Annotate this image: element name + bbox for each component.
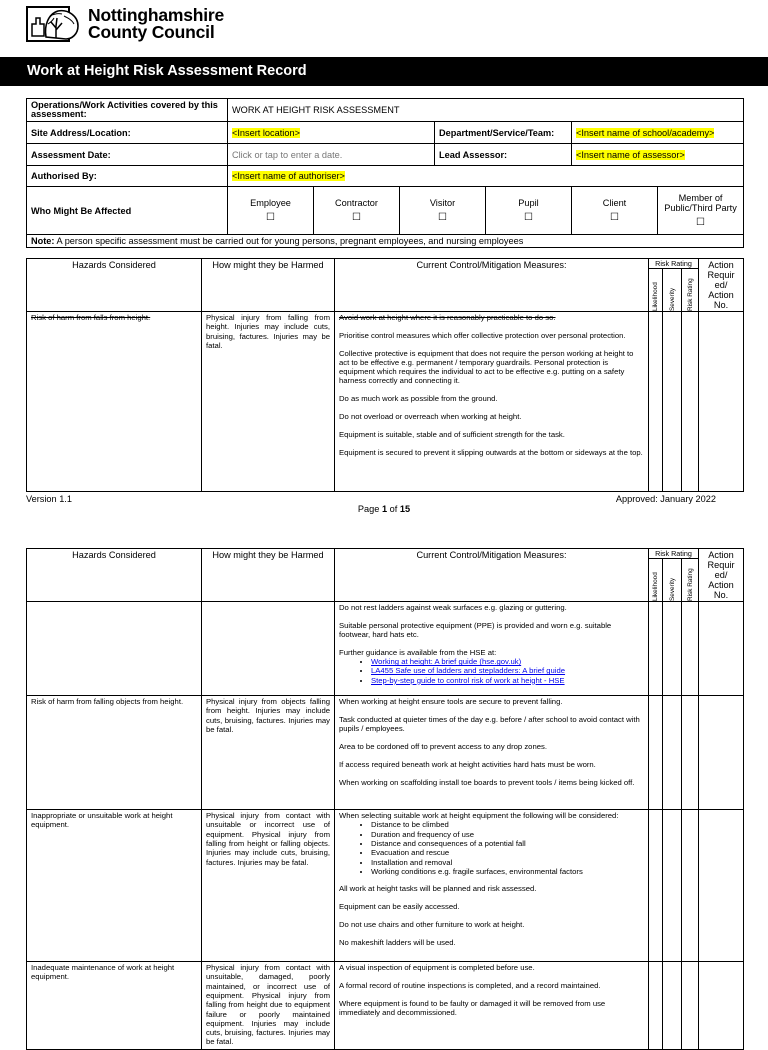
risk-table-page1 <box>26 258 744 492</box>
department-label: Department/Service/Team: <box>435 122 572 144</box>
table-row <box>27 810 744 962</box>
affected-visitor: Visitor ☐ <box>400 187 486 235</box>
page-separator <box>0 524 768 548</box>
controls-cell: Do not rest ladders against weak surfaces e.g. glazing or guttering. Suitable personal protective equipment (PPE) is provided and worn e.g. suitable footwear, hard hats etc. Further guidance is available from the HSE at: • Working at height: A brief guide (hse.gov.uk) • LA455 Safe use of ladders and stepladders: A brief guide • Step-by-step guide to control risk of work at height - HSE <box>335 602 649 696</box>
harmed-header: How might they be Harmed <box>202 259 335 312</box>
hse-link-step-by-step[interactable]: Step-by-step guide to control risk of work at height - HSE <box>371 675 565 685</box>
department-field[interactable]: <Insert name of school/academy> <box>576 127 715 138</box>
checkbox-public[interactable]: ☐ <box>696 217 706 228</box>
activities-value[interactable]: WORK AT HEIGHT RISK ASSESSMENT <box>228 99 744 122</box>
harm-cell <box>202 602 335 696</box>
controls-cell: Avoid work at height where it is reasonably practicable to do so. Prioritise control measures which offer collective protection over personal protection. Collective protective is equipment that does not require the person working at height to act to be effective e.g. permanent / temporary guardrails. Personal protection is equipment which requires the individual to act to be effective e.g. putting on a safety harness correctly and connecting it. Do as much work as possible from the ground. Do not overload or overreach when working at height. Equipment is suitable, stable and of sufficient strength for the task. Equipment is secured to prevent it slipping outwards at the bottom or sideways at the top. <box>335 312 649 492</box>
table-row <box>27 696 744 810</box>
hazard-cell: Risk of harm from falls from height. <box>27 312 202 492</box>
hazard-cell: Inadequate maintenance of work at height equipment. <box>27 962 202 1050</box>
risk-rating-col-header: Risk Rating <box>686 278 694 311</box>
checkbox-visitor[interactable]: ☐ <box>438 212 447 223</box>
activities-label: Operations/Work Activities covered by this assessment: <box>27 99 228 122</box>
org-name-line1: Nottinghamshire <box>88 5 225 25</box>
affected-employee: Employee ☐ <box>228 187 314 235</box>
harm-cell: Physical injury from objects falling from height. Injuries may include cuts, bruising, factures. Injuries may be fatal. <box>202 696 335 810</box>
affected-label: Who Might Be Affected <box>27 187 228 235</box>
hazard-cell: Inappropriate or unsuitable work at height equipment. <box>27 810 202 962</box>
document-title: Work at Height Risk Assessment Record <box>0 57 768 86</box>
controls-header: Current Control/Mitigation Measures: <box>335 549 649 602</box>
version-label: Version 1.1 <box>26 494 72 504</box>
date-label: Assessment Date: <box>27 144 228 166</box>
risk-rating-header: Risk Rating <box>649 259 699 269</box>
site-field[interactable]: <Insert location> <box>232 127 300 138</box>
org-name-line2: County Council <box>88 22 215 42</box>
likelihood-header: Likelihood <box>652 572 659 601</box>
harm-cell: Physical injury from contact with unsuitable, damaged, poorly maintained, or incorrect use of equipment. Physical injury from falling from height due to equipment failure or poorly maintained equipment. Injuries may include cuts, bruising, factures. Injuries may be fatal. <box>202 962 335 1050</box>
affected-contractor: Contractor ☐ <box>314 187 400 235</box>
action-header: Action Requir ed/ Action No. <box>699 549 744 602</box>
severity-cell[interactable] <box>663 312 682 492</box>
controls-cell: When selecting suitable work at height equipment the following will be considered: • Distance to be climbed • Duration and frequency of use • Distance and consequences of a potential fall • Evacuation and rescue • Installation and removal • Working conditions e.g. fragile surfaces, environmental factors All work at height tasks will be planned and risk assessed. Equipment can be easily accessed. Do not use chairs and other furniture to work at height. No makeshift ladders will be used. <box>335 810 649 962</box>
assessor-label: Lead Assessor: <box>435 144 572 166</box>
checkbox-contractor[interactable]: ☐ <box>352 212 361 223</box>
affected-public: Member of Public/Third Party ☐ <box>658 187 744 235</box>
council-crest-icon <box>26 4 82 44</box>
hazard-cell <box>27 602 202 696</box>
table-row <box>27 602 744 696</box>
assessment-info-table <box>26 98 744 248</box>
hazards-header: Hazards Considered <box>27 259 202 312</box>
harmed-header: How might they be Harmed <box>202 549 335 602</box>
controls-cell: A visual inspection of equipment is completed before use. A formal record of routine inspections is completed, and a record maintained. Where equipment is found to be faulty or damaged it will be removed from use immediately and decommissioned. <box>335 962 649 1050</box>
note-text: A person specific assessment must be carried out for young persons, pregnant employees, and nursing employees <box>54 236 524 246</box>
approved-label: Approved: January 2022 <box>615 494 716 504</box>
severity-header: Severity <box>668 577 676 601</box>
note-row <box>27 235 744 248</box>
site-label: Site Address/Location: <box>27 122 228 144</box>
assessor-field[interactable]: <Insert name of assessor> <box>576 149 685 160</box>
hse-link-working-at-height[interactable]: Working at height: A brief guide (hse.gov.uk) <box>371 657 522 667</box>
table-row <box>27 312 744 492</box>
controls-header: Current Control/Mitigation Measures: <box>335 259 649 312</box>
risk-rating-cell[interactable] <box>682 312 699 492</box>
authorised-label: Authorised By: <box>27 166 228 187</box>
action-cell[interactable] <box>699 312 744 492</box>
risk-table-page2 <box>26 548 744 1050</box>
affected-pupil: Pupil ☐ <box>486 187 572 235</box>
table-row <box>27 962 744 1050</box>
checkbox-pupil[interactable]: ☐ <box>524 212 533 223</box>
page-number: Page 1 of 15 <box>357 504 411 514</box>
note-label: Note: <box>31 236 55 246</box>
authorised-field[interactable]: <Insert name of authoriser> <box>232 171 345 181</box>
date-field[interactable]: Click or tap to enter a date. <box>228 144 435 166</box>
hazards-header: Hazards Considered <box>27 549 202 602</box>
affected-client: Client ☐ <box>572 187 658 235</box>
harm-cell: Physical injury from falling from height. Injuries may include cuts, bruising, factures. Injuries may be fatal. <box>202 312 335 492</box>
checkbox-employee[interactable]: ☐ <box>266 212 275 223</box>
risk-rating-col-header: Risk Rating <box>686 568 694 601</box>
controls-cell: When working at height ensure tools are secure to prevent falling. Task conducted at quieter times of the day e.g. before / after school to avoid contact with pupils / employees. Area to be cordoned off to prevent access to any drop zones. If access required beneath work at height activities hard hats must be worn. When working on scaffolding install toe boards to prevent tools / items being kicked off. <box>335 696 649 810</box>
checkbox-client[interactable]: ☐ <box>610 212 619 223</box>
harm-cell: Physical injury from contact with unsuitable or incorrect use of equipment. Physical injury from falling from height or falling objects. Injuries may include cuts, bruising, factures. Injuries may be fatal. <box>202 810 335 962</box>
likelihood-header: Likelihood <box>652 282 659 311</box>
hse-link-ladders-guide[interactable]: LA455 Safe use of ladders and stepladders: A brief guide <box>371 666 566 676</box>
risk-rating-header: Risk Rating <box>649 549 699 559</box>
likelihood-cell[interactable] <box>649 312 663 492</box>
severity-header: Severity <box>668 287 676 311</box>
action-header: Action Requir ed/ Action No. <box>699 259 744 312</box>
hazard-cell: Risk of harm from falling objects from height. <box>27 696 202 810</box>
council-logo <box>26 4 224 44</box>
